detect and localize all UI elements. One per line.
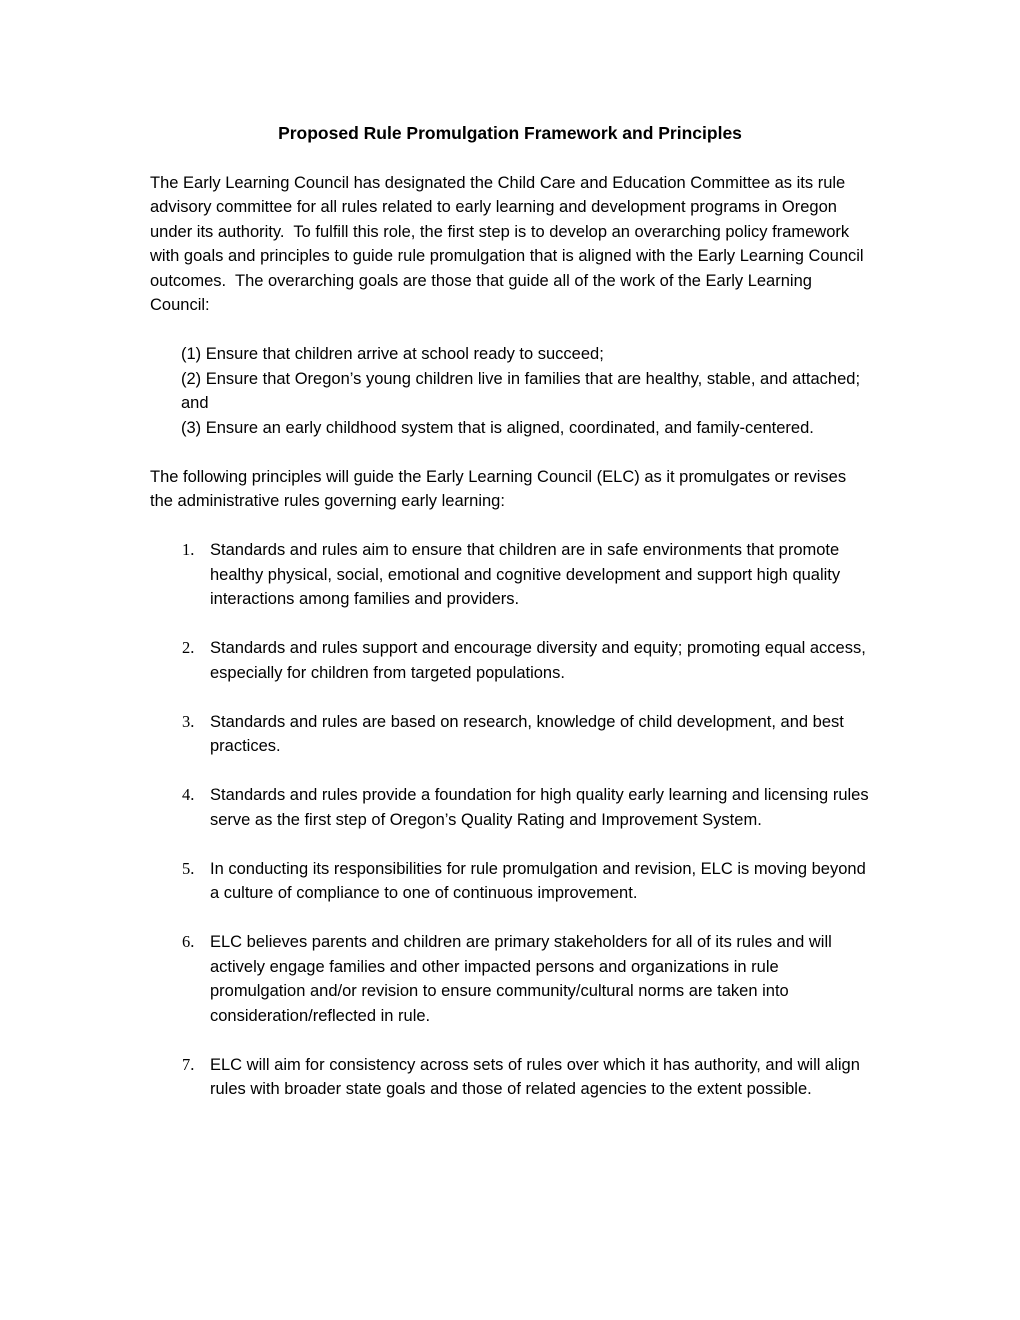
principle-number: 5. bbox=[182, 858, 195, 878]
goals-list bbox=[181, 342, 867, 440]
principle-item bbox=[150, 930, 870, 1028]
principle-item bbox=[150, 783, 874, 832]
principles-intro-paragraph: The following principles will guide the Early Learning Council (ELC) as it promulgates or revises the administrative rules governing early learning: bbox=[150, 467, 851, 510]
principle-item bbox=[150, 538, 870, 612]
principle-text: Standards and rules are based on research, knowledge of child development, and best practices. bbox=[210, 712, 849, 755]
principle-text: Standards and rules support and encourage diversity and equity; promoting equal access, especially for children from targeted populations. bbox=[210, 639, 871, 682]
principle-number: 3. bbox=[182, 711, 195, 731]
principle-item bbox=[150, 710, 870, 759]
goal-item: (2) Ensure that Oregon’s young children live in families that are healthy, stable, and attached; and bbox=[181, 369, 865, 412]
principle-number: 1. bbox=[182, 540, 195, 559]
principle-item bbox=[150, 1053, 870, 1102]
principle-number: 6. bbox=[182, 932, 195, 951]
document-content bbox=[150, 121, 874, 1126]
principle-text: Standards and rules aim to ensure that children are in safe environments that promote healthy physical, social, emotional and cognitive development and support high quality interactions among families and providers. bbox=[210, 541, 845, 608]
principle-item bbox=[150, 857, 870, 906]
principle-text: ELC believes parents and children are primary stakeholders for all of its rules and will actively engage families and other impacted persons and organizations in rule promulgation and/or revision to ensure community/cultural norms are taken into consideration/reflected in rule. bbox=[210, 933, 837, 1025]
principle-number: 4. bbox=[182, 785, 195, 804]
principle-text: In conducting its responsibilities for rule promulgation and revision, ELC is moving beyond a culture of compliance to one of continuous improvement. bbox=[210, 859, 871, 902]
goal-item: (1) Ensure that children arrive at school ready to succeed; bbox=[181, 345, 604, 363]
principle-text: ELC will aim for consistency across sets of rules over which it has authority, and will align rules with broader state goals and those of related agencies to the extent possible. bbox=[210, 1055, 865, 1098]
intro-paragraph: The Early Learning Council has designated the Child Care and Education Committee as its rule advisory committee for all rules related to early learning and development programs in Oregon under its authority. To fulfill this role, the first step is to develop an overarching policy framework with goals and principles to guide rule promulgation that is aligned with the Early Learning Council outcomes. The overarching goals are those that guide all of the work of the Early Learning Council: bbox=[150, 173, 869, 314]
goal-item: (3) Ensure an early childhood system that is aligned, coordinated, and family-centered. bbox=[181, 418, 814, 437]
document-title: Proposed Rule Promulgation Framework and Principles bbox=[278, 123, 742, 143]
principle-number: 2. bbox=[182, 638, 195, 657]
principle-item bbox=[150, 636, 870, 685]
principle-text: Standards and rules provide a foundation for high quality early learning and licensing rules serve as the first step of Oregon’s Quality Rating and Improvement System. bbox=[210, 786, 874, 829]
principles-list bbox=[150, 538, 874, 1102]
principle-number: 7. bbox=[182, 1054, 195, 1074]
